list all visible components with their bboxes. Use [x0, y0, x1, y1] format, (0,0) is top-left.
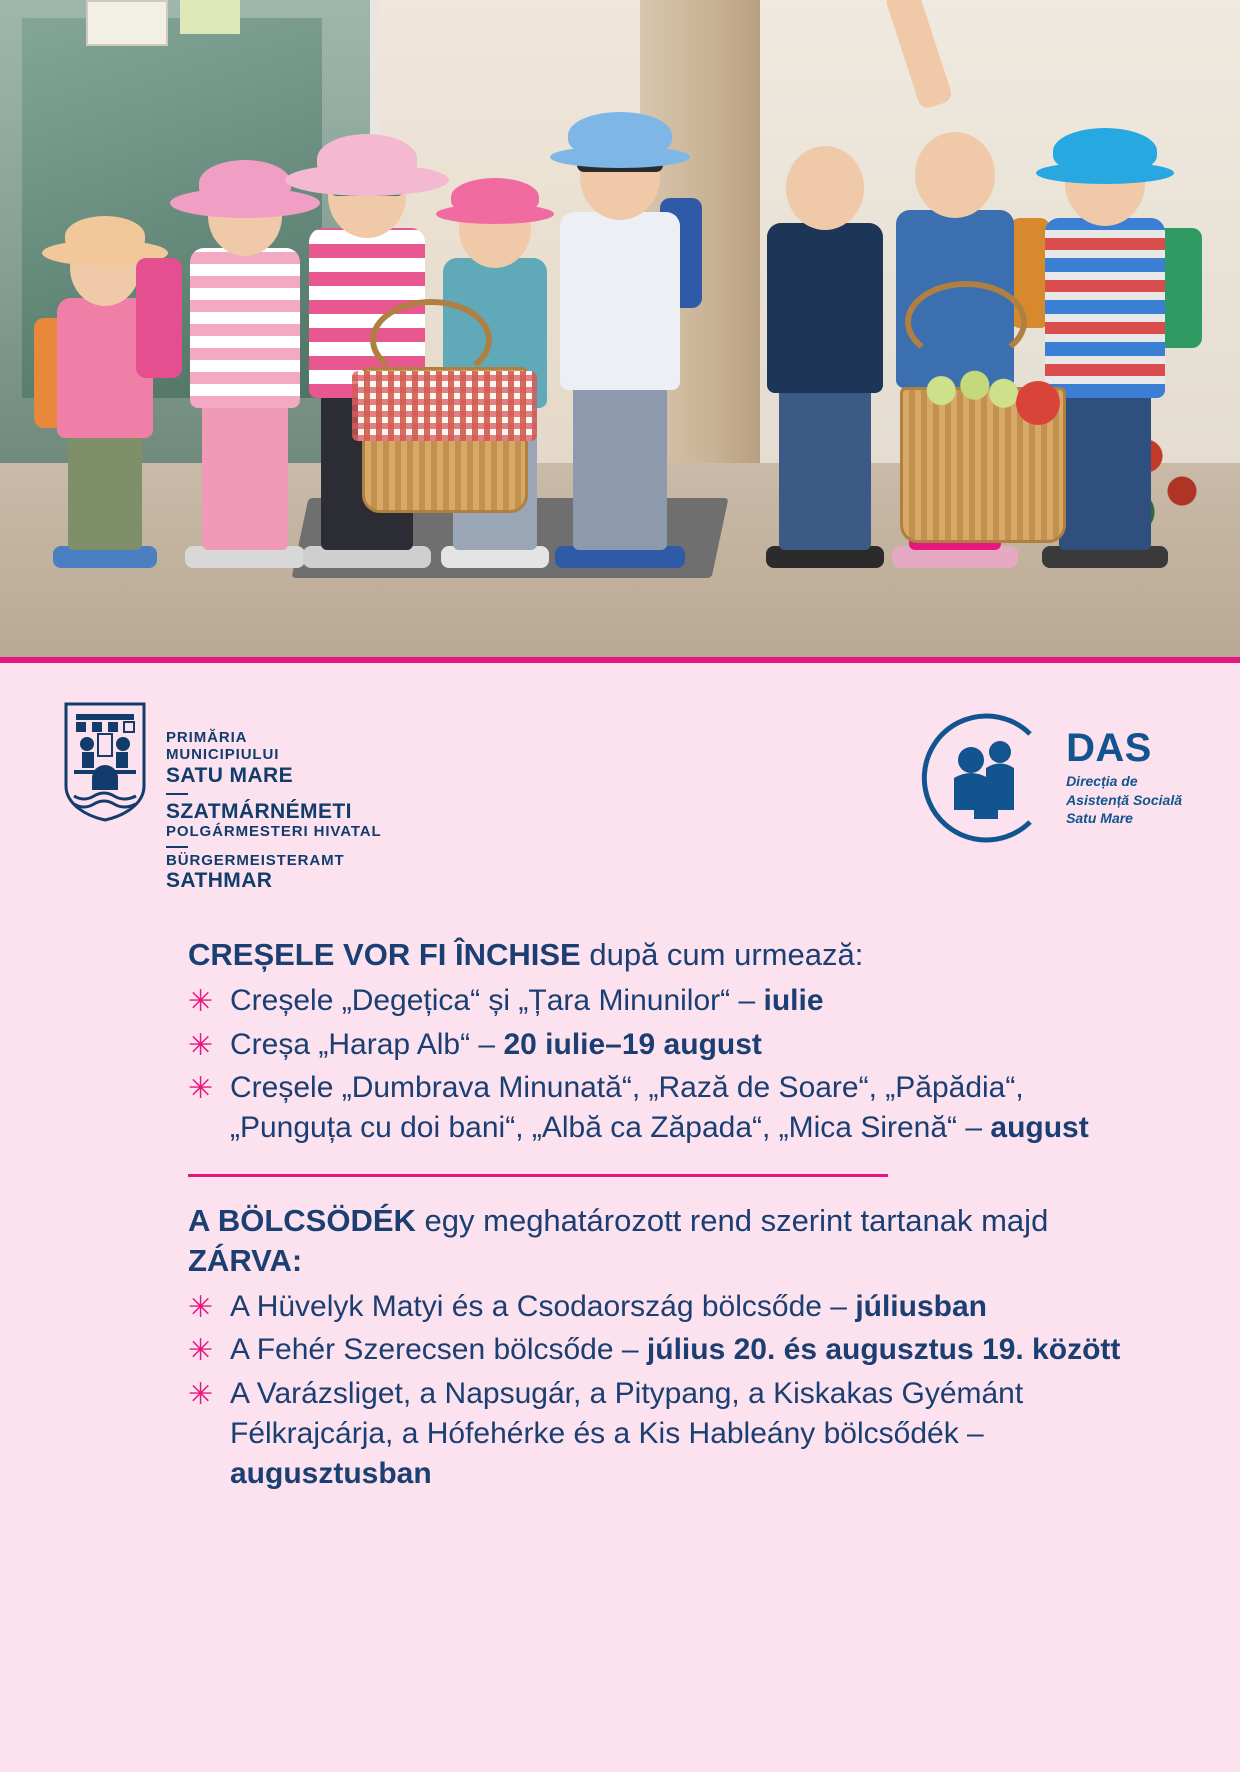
list-item: [188, 981, 1128, 1021]
heading-hu-mid: egy meghatározott rend szerint tartanak majd: [415, 1203, 1049, 1239]
header-photo: [0, 0, 1240, 663]
section-divider: [188, 1174, 888, 1177]
satu-mare-coat-of-arms-icon: [62, 700, 148, 822]
list-item-text: A Varázsliget, a Napsugár, a Pitypang, a Kiskakas Gyémánt Félkrajcárja, a Hófehérke és a Kis Hableány bölcsődék –: [230, 1377, 1024, 1451]
asterisk-icon: ✳: [188, 1378, 214, 1412]
divider-small: [166, 793, 188, 795]
legs: [779, 385, 871, 550]
basket-handle-right: [905, 281, 1027, 363]
asterisk-icon: ✳: [188, 1334, 214, 1368]
divider-small-2: [166, 846, 188, 848]
cap-brim: [550, 146, 690, 168]
list-item-text: A Fehér Szerecsen bölcsőde –: [230, 1333, 647, 1367]
logo-row: [0, 690, 1240, 893]
city-hall-wordmark: [166, 700, 382, 894]
body: [560, 212, 680, 390]
list-hu: [188, 1287, 1128, 1494]
asterisk-icon: ✳: [188, 1072, 214, 1106]
list-item-text: A Hüvelyk Matyi és a Csodaország bölcsőde –: [230, 1289, 856, 1323]
apple-icon: [1016, 381, 1060, 425]
grapes-icon: [922, 369, 1018, 423]
list-item-text: Creșele „Degețica“ și „Țara Minunilor“ –: [230, 983, 764, 1017]
asterisk-icon: ✳: [188, 1028, 214, 1062]
asterisk-icon: ✳: [188, 984, 214, 1018]
city-hall-line-ro-big: SATU MARE: [166, 763, 294, 787]
das-subtitle: Direcția de Asistență Socială Satu Mare: [1066, 773, 1182, 827]
list-ro: [188, 981, 1128, 1149]
list-item-highlight: 20 iulie–19 august: [503, 1027, 762, 1061]
das-logo: [916, 708, 1182, 848]
list-item: [188, 1374, 1128, 1494]
list-item: [188, 1287, 1128, 1327]
backpack-icon: [136, 258, 182, 378]
das-title: DAS: [1066, 726, 1152, 771]
legs: [1059, 390, 1151, 550]
city-hall-line-ro-small: PRIMĂRIA MUNICIPIULUI: [166, 729, 280, 763]
legs: [573, 382, 667, 550]
head: [786, 146, 864, 230]
das-wordmark: [1066, 728, 1182, 827]
das-family-circle-logo-icon: [916, 708, 1056, 848]
list-item-highlight: augusztusban: [230, 1457, 432, 1491]
photo-notice-paper: [86, 0, 168, 46]
list-item-text: Creșele „Dumbrava Minunată“, „Rază de Soare“, „Păpădia“, „Punguța cu doi bani“, „Albă ca Zăpada“, „Mica Sirenă“ –: [230, 1071, 1024, 1145]
city-hall-line-de-small: BÜRGERMEISTERAMT: [166, 851, 345, 869]
photo-accent-edge: [0, 657, 1240, 663]
city-hall-line-de-big: SATHMAR: [166, 869, 273, 893]
list-item-text: Creșa „Harap Alb“ –: [230, 1027, 504, 1061]
heading-ro-bold: CREȘELE VOR FI ÎNCHISE: [188, 937, 581, 972]
announcement-content: [188, 935, 1128, 1498]
picnic-cloth: [352, 371, 537, 441]
list-item: [188, 1330, 1128, 1370]
heading-hu-bold-2: ZÁRVA:: [188, 1242, 303, 1278]
cap-brim: [1036, 162, 1174, 184]
heading-hu: [188, 1201, 1128, 1280]
photo-notice-paper-2: [180, 0, 240, 34]
list-item-highlight: júliusban: [855, 1289, 987, 1323]
asterisk-icon: ✳: [188, 1290, 214, 1324]
list-item-highlight: július 20. és augusztus 19. között: [646, 1333, 1121, 1367]
legs: [68, 430, 142, 550]
child-figure-5: [520, 48, 720, 568]
city-hall-line-hu-big: SZATMÁRNÉMETI: [166, 799, 352, 823]
heading-ro-rest: după cum urmează:: [580, 937, 864, 972]
list-item: [188, 1025, 1128, 1065]
heading-hu-bold-1: A BÖLCSÖDÉK: [188, 1203, 416, 1239]
list-item: [188, 1068, 1128, 1148]
list-item-highlight: august: [990, 1111, 1089, 1145]
list-item-highlight: iulie: [763, 983, 824, 1017]
city-hall-line-hu-small: POLGÁRMESTERI HIVATAL: [166, 822, 382, 840]
body: [1045, 218, 1165, 398]
city-hall-logo: [62, 700, 382, 894]
heading-ro: [188, 935, 1128, 975]
head: [915, 132, 995, 218]
